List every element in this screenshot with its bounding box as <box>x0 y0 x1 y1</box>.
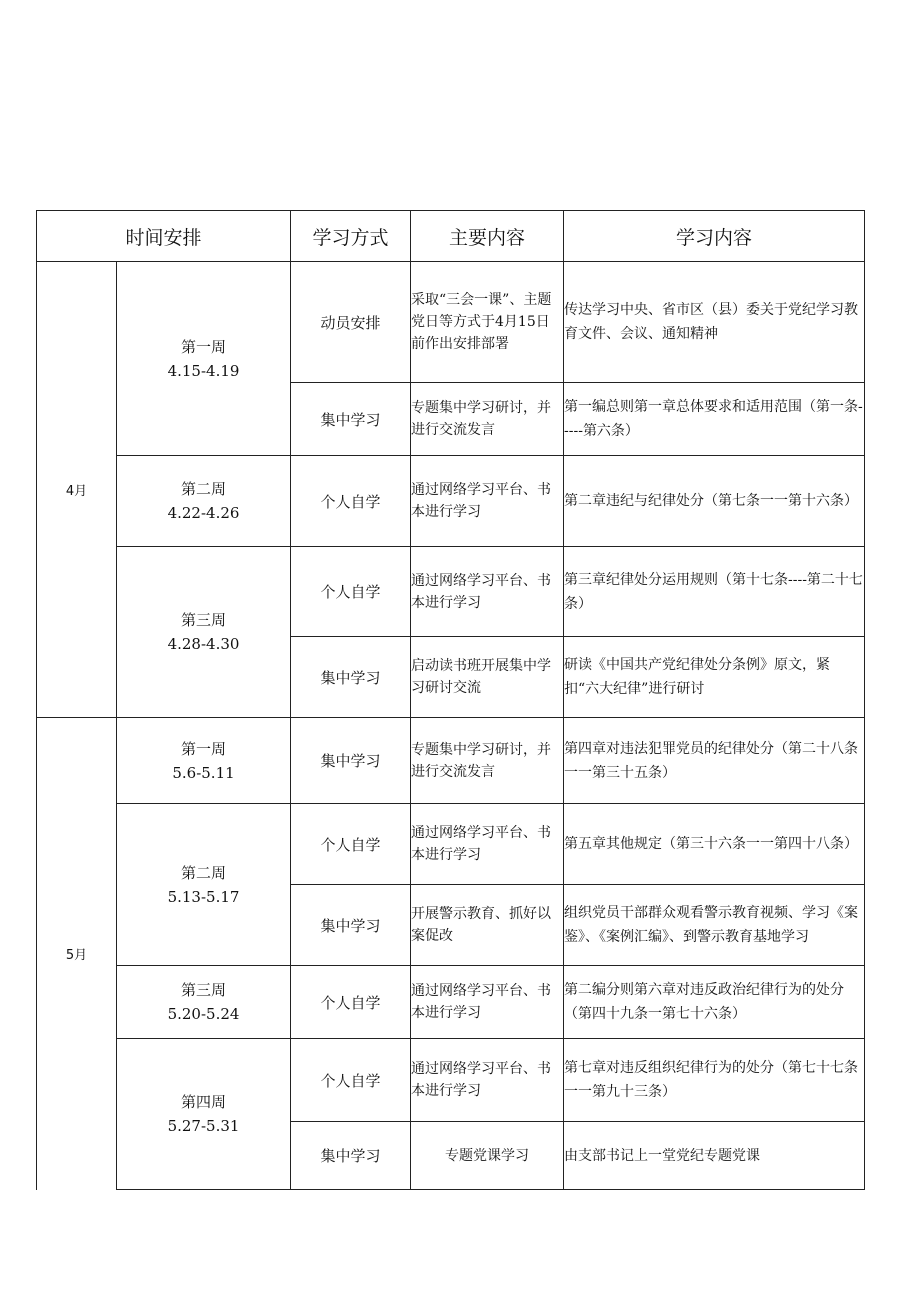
week-cell <box>117 804 291 966</box>
week-cell <box>117 547 291 718</box>
week-cell <box>117 262 291 456</box>
week-cell <box>117 718 291 804</box>
week-dates: 5.20-5.24 <box>167 1005 240 1023</box>
week-name: 第四周 <box>181 1093 227 1111</box>
content-cell: 由支部书记上一堂党纪专题党课 <box>564 1122 865 1190</box>
table-row <box>37 456 865 547</box>
method-cell: 个人自学 <box>291 547 411 637</box>
content-cell: 第二章违纪与纪律处分（第七条一一第十六条） <box>564 456 865 547</box>
main-cell: 专题党课学习 <box>411 1122 564 1190</box>
header-content: 学习内容 <box>564 211 865 262</box>
week-cell <box>117 456 291 547</box>
content-cell: 组织党员干部群众观看警示教育视频、学习《案鉴》、《案例汇编》、到警示教育基地学习 <box>564 885 865 966</box>
method-cell: 个人自学 <box>291 804 411 885</box>
week-name: 第三周 <box>181 981 227 999</box>
method-cell: 集中学习 <box>291 885 411 966</box>
method-cell: 集中学习 <box>291 383 411 456</box>
content-cell: 第五章其他规定（第三十六条一一第四十八条） <box>564 804 865 885</box>
week-dates: 5.6-5.11 <box>172 763 235 782</box>
week-cell <box>117 966 291 1039</box>
main-cell: 通过网络学习平台、书本进行学习 <box>411 804 564 885</box>
week-dates: 4.22-4.26 <box>167 504 240 522</box>
main-cell: 通过网络学习平台、书本进行学习 <box>411 1039 564 1122</box>
method-cell: 个人自学 <box>291 966 411 1039</box>
method-cell: 个人自学 <box>291 1039 411 1122</box>
main-cell: 专题集中学习研讨，并进行交流发言 <box>411 383 564 456</box>
week-name: 第一周 <box>181 739 227 758</box>
header-main: 主要内容 <box>411 211 564 262</box>
header-row <box>37 211 865 262</box>
main-cell: 采取“三会一课”、主题党日等方式于4月15日前作出安排部署 <box>411 262 564 383</box>
method-cell: 集中学习 <box>291 637 411 718</box>
method-cell: 动员安排 <box>291 262 411 383</box>
week-name: 第二周 <box>181 863 227 882</box>
content-cell: 第三章纪律处分运用规则（第十七条----第二十七条） <box>564 547 865 637</box>
month-cell: 4月 <box>37 262 117 718</box>
week-dates: 5.27-5.31 <box>167 1117 240 1135</box>
content-cell: 传达学习中央、省市区（县）委关于党纪学习教育文件、会议、通知精神 <box>564 262 865 383</box>
month-cell: 5月 <box>37 718 117 1190</box>
week-dates: 4.15-4.19 <box>167 361 240 380</box>
main-cell: 开展警示教育、抓好以案促改 <box>411 885 564 966</box>
week-dates: 4.28-4.30 <box>167 635 240 653</box>
week-name: 第三周 <box>181 611 227 629</box>
method-cell: 集中学习 <box>291 718 411 804</box>
content-cell: 第七章对违反组织纪律行为的处分（第七十七条一一第九十三条） <box>564 1039 865 1122</box>
main-cell: 专题集中学习研讨，并进行交流发言 <box>411 718 564 804</box>
table-row <box>37 718 865 804</box>
week-dates: 5.13-5.17 <box>167 887 240 906</box>
header-method: 学习方式 <box>291 211 411 262</box>
main-cell: 通过网络学习平台、书本进行学习 <box>411 547 564 637</box>
content-cell: 研读《中国共产党纪律处分条例》原文，紧扣“六大纪律”进行研讨 <box>564 637 865 718</box>
table-row <box>37 804 865 885</box>
study-schedule-table <box>36 210 865 1190</box>
table-row <box>37 966 865 1039</box>
table-row <box>37 547 865 637</box>
week-name: 第一周 <box>181 337 227 356</box>
table-row <box>37 1039 865 1122</box>
content-cell: 第四章对违法犯罪党员的纪律处分（第二十八条一一第三十五条） <box>564 718 865 804</box>
content-cell: 第一编总则第一章总体要求和适用范围（第一条-----第六条） <box>564 383 865 456</box>
table-row <box>37 262 865 383</box>
header-time: 时间安排 <box>37 211 291 262</box>
main-cell: 通过网络学习平台、书本进行学习 <box>411 966 564 1039</box>
method-cell: 集中学习 <box>291 1122 411 1190</box>
content-cell: 第二编分则第六章对违反政治纪律行为的处分（第四十九条一第七十六条） <box>564 966 865 1039</box>
week-name: 第二周 <box>181 480 227 498</box>
week-cell <box>117 1039 291 1190</box>
main-cell: 启动读书班开展集中学习研讨交流 <box>411 637 564 718</box>
main-cell: 通过网络学习平台、书本进行学习 <box>411 456 564 547</box>
method-cell: 个人自学 <box>291 456 411 547</box>
